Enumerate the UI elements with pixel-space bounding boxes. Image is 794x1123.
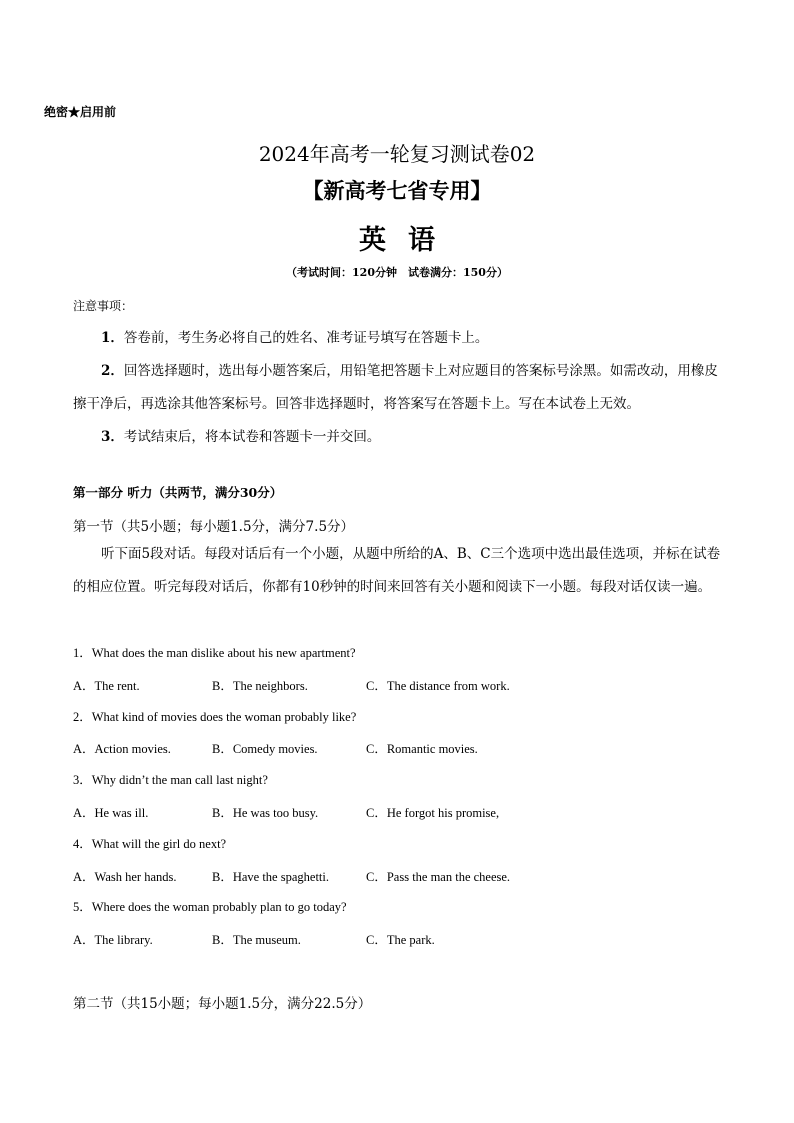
option-c: C．Romantic movies. <box>366 742 478 756</box>
exam-time-score-info: （考试时间：120分钟 试卷满分：150分） <box>286 266 508 279</box>
part-one-heading: 第一部分 听力（共两节，满分30分） <box>73 485 283 500</box>
option-b: B．Comedy movies. <box>212 742 318 756</box>
notice-item-number: 1． <box>101 330 124 346</box>
option-c: C．Pass the man the cheese. <box>366 870 511 884</box>
option-a: A．Wash her hands. <box>73 870 177 884</box>
option-c: C．The distance from work. <box>366 679 510 693</box>
notice-item <box>73 355 723 421</box>
section-one-heading: 第一节（共5小题；每小题1.5分，满分7.5分） <box>73 519 355 535</box>
question-stem: 2．What kind of movies does the woman probably like? <box>73 710 357 724</box>
option-b: B．Have the spaghetti. <box>212 870 329 884</box>
option-b: B．He was too busy. <box>212 806 319 820</box>
notice-heading: 注意事项： <box>73 299 134 313</box>
exam-subtitle: 【新高考七省专用】 <box>302 178 492 203</box>
option-a: A．The library. <box>73 933 153 947</box>
notice-item <box>73 322 723 355</box>
question-stem: 4．What will the girl do next? <box>73 837 227 851</box>
notice-item-text: 答卷前，考生务必将自己的姓名、准考证号填写在答题卡上。 <box>123 330 489 346</box>
option-a: A．The rent. <box>73 679 140 693</box>
option-a: A．Action movies. <box>73 742 171 756</box>
exam-title: 2024年高考一轮复习测试卷02 <box>258 142 536 166</box>
option-b: B．The museum. <box>212 933 301 947</box>
question-stem: 5．Where does the woman probably plan to go today? <box>73 900 347 914</box>
question-stem: 3．Why didn’t the man call last night? <box>73 773 268 787</box>
option-b: B．The neighbors. <box>212 679 308 693</box>
notice-item-number: 2． <box>101 363 124 379</box>
notice-item <box>73 421 723 454</box>
notice-item-number: 3． <box>101 429 124 445</box>
section-one-instructions: 听下面5段对话。每段对话后有一个小题，从题中所给的A、B、C三个选项中选出最佳选项，并标在试卷的相应位置。听完每段对话后，你都有10秒钟的时间来回答有关小题和阅读下一小题。每段对话仅读一遍。 <box>73 546 721 595</box>
notice-item-text: 回答选择题时，选出每小题答案后，用铅笔把答题卡上对应题目的答案标号涂黑。如需改动，用橡皮擦干净后，再选涂其他答案标号。回答非选择题时，将答案写在答题卡上。写在本试卷上无效。 <box>73 363 718 412</box>
question-stem: 1．What does the man dislike about his new apartment? <box>73 646 356 660</box>
notice-item-text: 考试结束后，将本试卷和答题卡一并交回。 <box>123 429 381 445</box>
option-c: C．He forgot his promise, <box>366 806 500 820</box>
confidential-label: 绝密★启用前 <box>44 105 117 119</box>
option-a: A．He was ill. <box>73 806 149 820</box>
subject-title: 英语 <box>359 225 457 256</box>
section-two-heading: 第二节（共15小题；每小题1.5分，满分22.5分） <box>73 996 372 1012</box>
option-c: C．The park. <box>366 933 435 947</box>
